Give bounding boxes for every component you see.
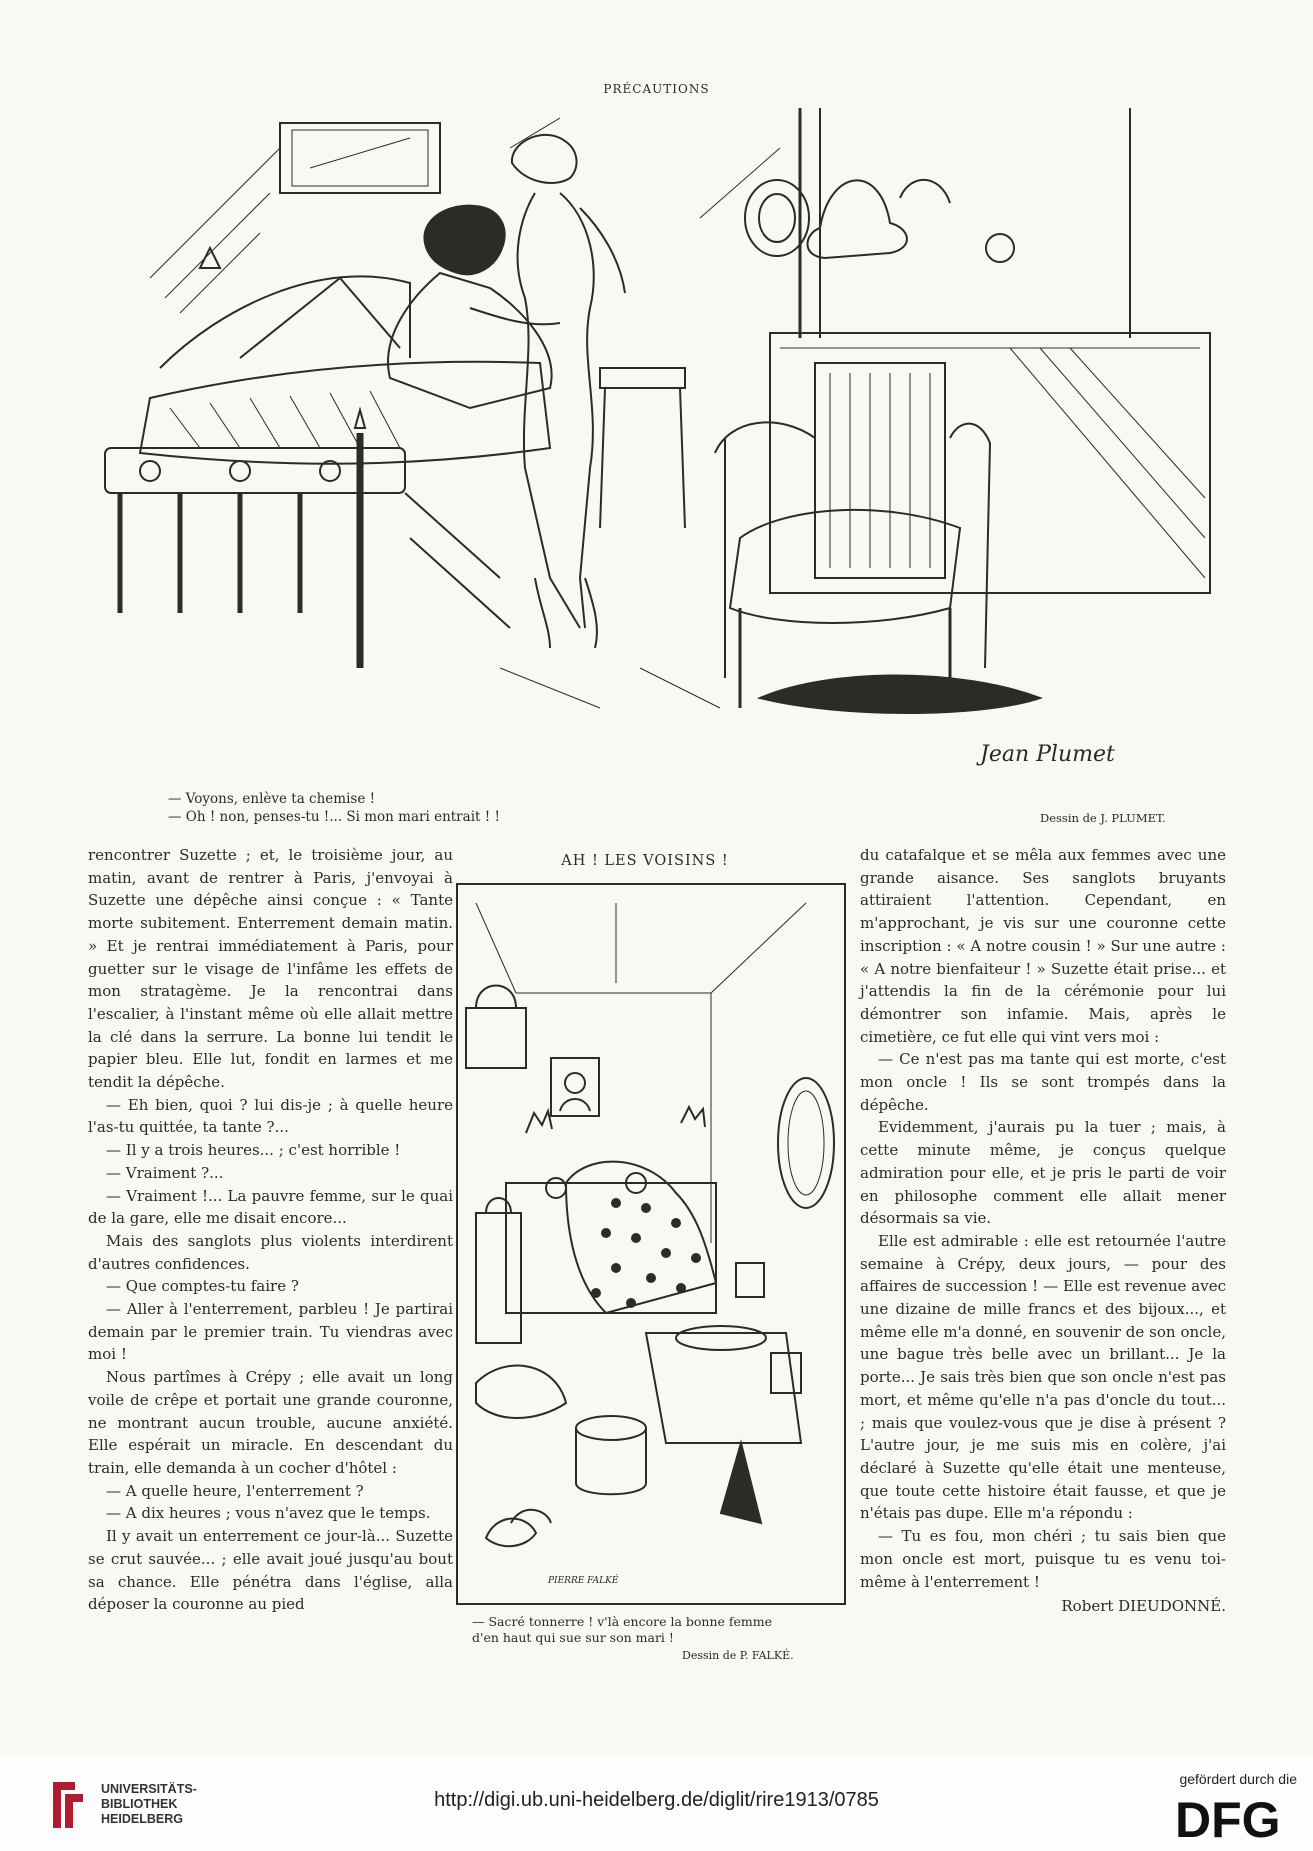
middle-cartoon-illustration xyxy=(456,883,846,1605)
left-paragraph: Nous partîmes à Crépy ; elle avait un long voile de crêpe et portait une grande couronne, ne montrant aucun trouble, aucune anxiété. Elle espérait un miracle. En descendant du train, elle demanda à un cocher d'hôtel : xyxy=(88,1368,453,1477)
top-cartoon-caption xyxy=(168,790,500,826)
left-paragraph: — A quelle heure, l'enterrement ? xyxy=(106,1481,364,1500)
right-paragraph: Elle est admirable : elle est retournée l'autre semaine à Crépy, deux jours, — pour des affaires de succession ! — Elle est revenue avec une dizaine de mille francs et des bijoux..., et même elle m'a donné, en souvenir de son oncle, une bague très belle avec un brillant... Je la porte... Je sais très bien que son oncle n'est pas mort, et même qu'elle n'a pas d'oncle du tout... ; mais que voulez-vous que je dise à présent ? L'autre jour, je me suis mis en colère, j'ai déclaré à Suzette qu'elle était une menteuse, que toute cette histoire était fausse, et que je n'étais pas dupe. Elle m'a répondu : xyxy=(860,1231,1226,1523)
left-paragraph: Mais des sanglots plus violents interdirent d'autres confidences. xyxy=(88,1231,453,1273)
dfg-logo xyxy=(1175,1795,1293,1841)
left-paragraph: — Eh bien, quoi ? lui dis-je ; à quelle heure l'as-tu quittée, ta tante ?... xyxy=(88,1095,453,1137)
funded-by-label: gefördert durch die xyxy=(1179,1771,1297,1787)
middle-cartoon-signature: PIERRE FALKÉ xyxy=(548,1576,619,1586)
right-paragraph: — Tu es fou, mon chéri ; tu sais bien que mon oncle est mort, puisque tu es venu toi-même à l'enterrement ! xyxy=(860,1527,1226,1591)
middle-cartoon-caption xyxy=(472,1614,772,1646)
right-paragraph: du catafalque et se mêla aux femmes avec une grande aisance. Ses sanglots bruyants attiraient l'attention. Cependant, en m'approchant, je vis sur une couronne cette inscription : « A notre cousin ! » Sur une autre : « A notre bienfaiteur ! » Suzette était prise... et j'attendis la fin de la cérémonie pour lui démontrer son infamie. Mais, après le cimetière, ce fut elle qui vint vers moi : xyxy=(860,846,1226,1046)
top-cartoon-signature: Jean Plumet xyxy=(980,742,1115,767)
digitization-footer xyxy=(0,1755,1313,1851)
left-paragraph: Il y avait un enterrement ce jour-là... Suzette se crut sauvée... ; elle avait joué jusqu'au bout sa chance. Elle pénétra dans l'église, alla déposer la couronne au pied xyxy=(88,1527,453,1614)
middle-caption-line-2: d'en haut qui sue sur son mari ! xyxy=(472,1630,674,1645)
right-paragraph: Evidemment, j'aurais pu la tuer ; mais, à cette minute même, je conçus quelque admiration pour elle, et je pris le parti de voir en philosophe comment elle allait mener désormais sa vie. xyxy=(860,1118,1226,1228)
digital-library-link[interactable]: http://digi.ub.uni-heidelberg.de/diglit/rire1913/0785 xyxy=(434,1789,879,1811)
left-paragraph: — Que comptes-tu faire ? xyxy=(106,1277,299,1296)
middle-cartoon-title: AH ! LES VOISINS ! xyxy=(561,853,729,869)
dfg-logo-text: DFG xyxy=(1175,1795,1281,1841)
author-signature: Robert DIEUDONNÉ. xyxy=(1061,1597,1226,1616)
top-cartoon-illustration xyxy=(80,108,1220,788)
left-paragraph: — Aller à l'enterrement, parbleu ! Je partirai demain par le premier train. Tu viendras avec moi ! xyxy=(88,1300,453,1364)
running-title: PRÉCAUTIONS xyxy=(603,82,710,96)
left-text-column xyxy=(88,844,453,1616)
left-paragraph: rencontrer Suzette ; et, le troisième jour, au matin, avant de rentrer à Paris, j'envoyai à Suzette une dépêche ainsi conçue : « Tante morte subitement. Enterrement demain matin. » Et je rentrai immédiatement à Paris, pour guetter sur le visage de l'infâme les effets de mon stratagème. Je la rencontrai dans l'escalier, à l'instant même où elle allait mettre la clé dans la serrure. La bonne lui tendit le papier bleu. Elle lut, fondit en larmes et me tendit la dépêche. xyxy=(88,846,453,1092)
right-text-column xyxy=(860,844,1226,1618)
left-paragraph: — Vraiment !... La pauvre femme, sur le quai de la gare, elle me disait encore... xyxy=(88,1186,453,1228)
top-caption-line-1: — Voyons, enlève ta chemise ! xyxy=(168,791,376,807)
top-caption-line-2: — Oh ! non, penses-tu !... Si mon mari entrait ! ! xyxy=(168,809,500,825)
left-paragraph: — A dix heures ; vous n'avez que le temps. xyxy=(106,1504,431,1523)
middle-caption-line-1: — Sacré tonnerre ! v'là encore la bonne femme xyxy=(472,1614,772,1629)
right-paragraph: — Ce n'est pas ma tante qui est morte, c'est mon oncle ! Ils se sont trompés dans la dépêche. xyxy=(860,1050,1226,1114)
university-library-name: UNIVERSITÄTS- BIBLIOTHEK HEIDELBERG xyxy=(101,1782,197,1826)
left-paragraph: — Vraiment ?... xyxy=(106,1163,224,1182)
left-paragraph: — Il y a trois heures... ; c'est horrible ! xyxy=(106,1141,401,1160)
middle-cartoon-credit: Dessin de P. FALKÉ. xyxy=(682,1649,794,1662)
top-cartoon-credit: Dessin de J. PLUMET. xyxy=(1040,811,1166,825)
